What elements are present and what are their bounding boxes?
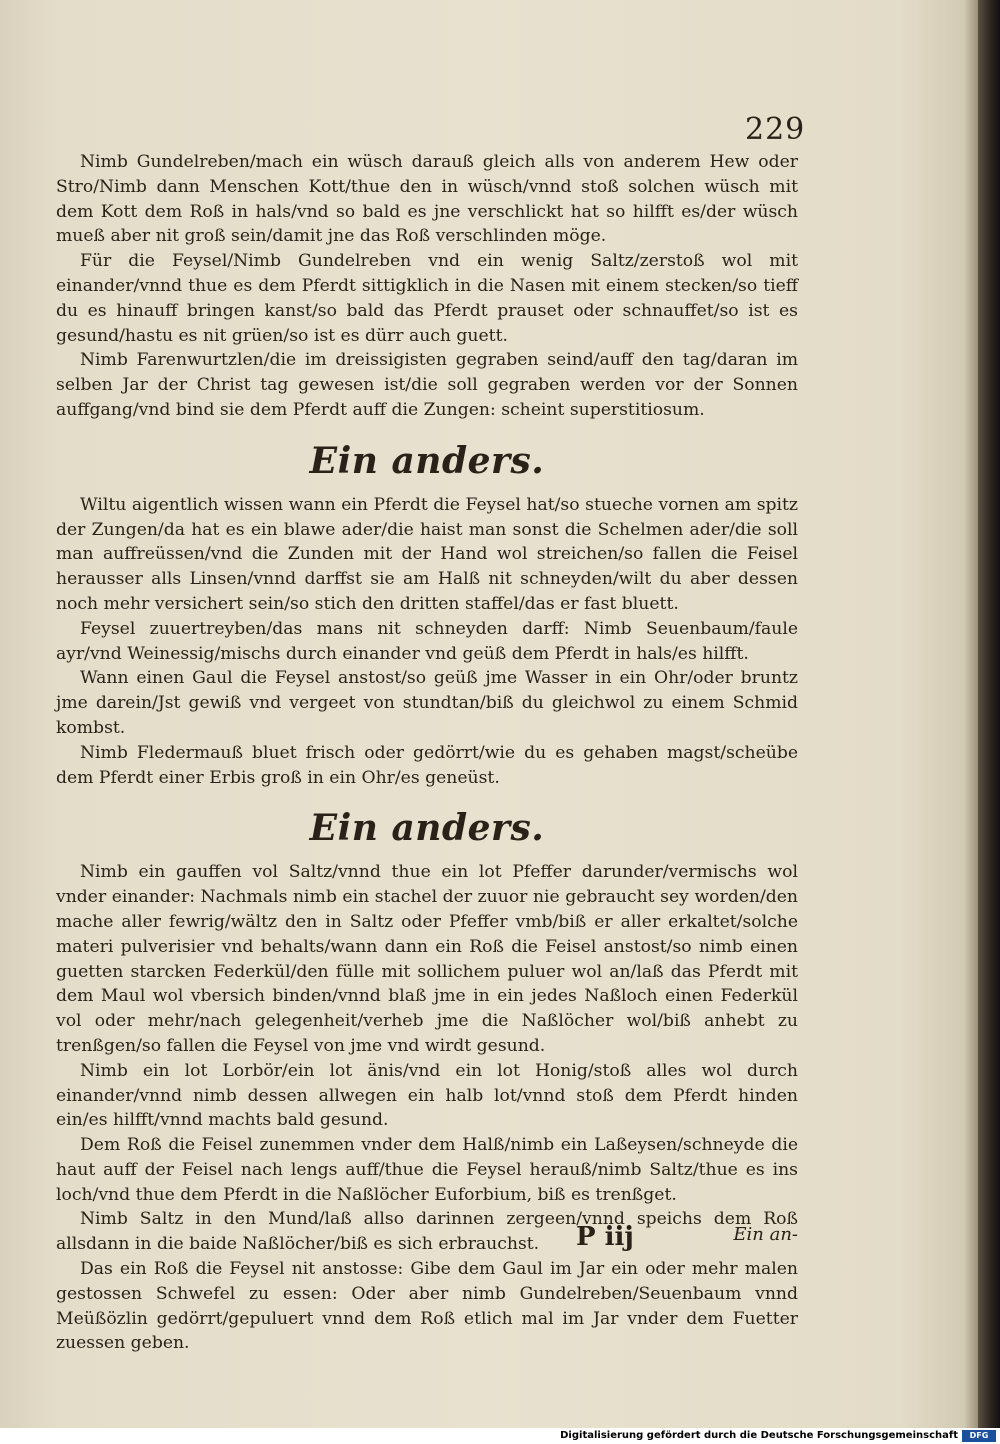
section-heading: Ein anders. — [309, 807, 545, 850]
signature-mark: P iij — [576, 1222, 634, 1252]
paragraph: Nimb Saltz in den Mund/laß allso darinnen zergeen/vnnd speichs dem Roß allsdann in die baide Naßlöcher/biß es sich erbrauchst. — [56, 1209, 798, 1255]
page-footer — [56, 1222, 798, 1252]
paragraph: Wiltu aigentlich wissen wann ein Pferdt die Feysel hat/so stueche vornen am spitz der Zungen/da hat es ein blawe ader/die haist man sonst die Schelmen ader/die soll man auffreüssen/vnd die Zunden mit der Hand wol streichen/so fallen die Feisel herausser alls Linsen/vnnd darffst sie am Halß nit schneyden/wilt du aber dessen noch mehr versichert sein/so stich den dritten staffel/das er fast bluett. — [56, 494, 798, 614]
paragraph: Nimb Farenwurtzlen/die im dreissigisten gegraben seind/auff den tag/daran im selben Jar der Christ tag gewesen ist/die soll gegraben werden vor der Sonnen auffgang/vnd bind sie dem Pferdt auff die Zungen: scheint superstitiosum. — [56, 350, 798, 420]
paragraph: Nimb Gundelreben/mach ein wüsch darauß gleich alls von anderem Hew oder Stro/Nimb dann Menschen Kott/thue den in wüsch/vnnd stoß solchen wüsch mit dem Kott dem Roß in hals/vnd so bald es jne verschlickt hat so hilfft es/der wüsch mueß aber nit groß sein/damit jne das Roß verschlinden möge. — [56, 152, 798, 247]
paragraph: Das ein Roß die Feysel nit anstosse: Gibe dem Gaul im Jar ein oder mehr malen gestossen Schwefel zu essen: Oder aber nimb Gundelreben/Seuenbaum vnnd Meüßözlin gedörrt/gepuluert vnnd dem Roß etlich mal im Jar vnder dem Fuetter zuessen geben. — [56, 1259, 798, 1354]
paragraph: Für die Feysel/Nimb Gundelreben vnd ein wenig Saltz/zerstoß wol mit einander/vnnd thue es dem Pferdt sittigklich in die Nasen mit einem stecken/so tieff du es hinauff bringen kanst/so bald das Pferdt prauset oder schnauffet/so ist es gesund/hastu es nit grüen/so ist es dürr auch guett. — [56, 251, 798, 346]
paragraph: Dem Roß die Feisel zunemmen vnder dem Halß/nimb ein Laßeysen/schneyde die haut auff der Feisel nach lengs auff/thue die Feysel herauß/nimb Saltz/thue es ins loch/vnd thue dem Pferdt in die Naßlöcher Euforbium, biß es trenßget. — [56, 1135, 798, 1205]
dfg-logo-icon: DFG — [962, 1430, 996, 1442]
paragraph: Nimb ein lot Lorbör/ein lot änis/vnd ein lot Honig/stoß alles wol durch einander/vnnd nimb dessen allwegen ein halb lot/vnnd stoß dem Pferdt hinden ein/es hilfft/vnnd machts bald gesund. — [56, 1060, 798, 1131]
page-edge-shadow — [978, 0, 1000, 1428]
paragraph: Nimb ein gauffen vol Saltz/vnnd thue ein lot Pfeffer darunder/vermischs wol vnder einander: Nachmals nimb ein stachel der zuuor nie gebraucht sey worden/den mache aller fewrig/wältz den in Saltz oder Pfeffer vmb/biß er aller erkaltet/solche materi pulverisier vnd behalts/wann dann ein Roß die Feisel anstost/so nimb einen guetten starcken Federkül/den fülle mit sollichem puluer wol an/laß das Pferdt mit dem Maul wol vbersich binden/vnnd blaß jme in ein jedes Naßloch einen Federkül vol oder mehr/nach gelegenheit/verheb jme die Naßlöcher wol/biß anhebt zu trenßgen/so fallen die Feysel von jme vnd wirdt gesund. — [56, 862, 798, 1056]
digitization-credit-bar — [0, 1428, 1000, 1444]
page-body — [56, 150, 798, 1356]
catchword: Ein an- — [733, 1224, 798, 1245]
paragraph: Nimb Fledermauß bluet frisch oder gedörrt/wie du es gehaben magst/scheübe dem Pferdt einer Erbis groß in ein Ohr/es geneüst. — [56, 742, 798, 788]
paragraph: Wann einen Gaul die Feysel anstost/so geüß jme Wasser in ein Ohr/oder bruntz jme darein/Jst gewiß vnd vergeet von stundtan/biß du gleichwol zu einem Schmid kombst. — [56, 668, 798, 738]
credit-text: Digitalisierung gefördert durch die Deutsche Forschungsgemeinschaft — [560, 1430, 958, 1441]
paragraph: Feysel zuuertreyben/das mans nit schneyden darff: Nimb Seuenbaum/faule ayr/vnd Weinessig/mischs durch einander vnd geüß dem Pferdt in hals/es hilfft. — [56, 618, 798, 664]
section-heading: Ein anders. — [309, 439, 545, 482]
page-number: 229 — [745, 112, 806, 147]
